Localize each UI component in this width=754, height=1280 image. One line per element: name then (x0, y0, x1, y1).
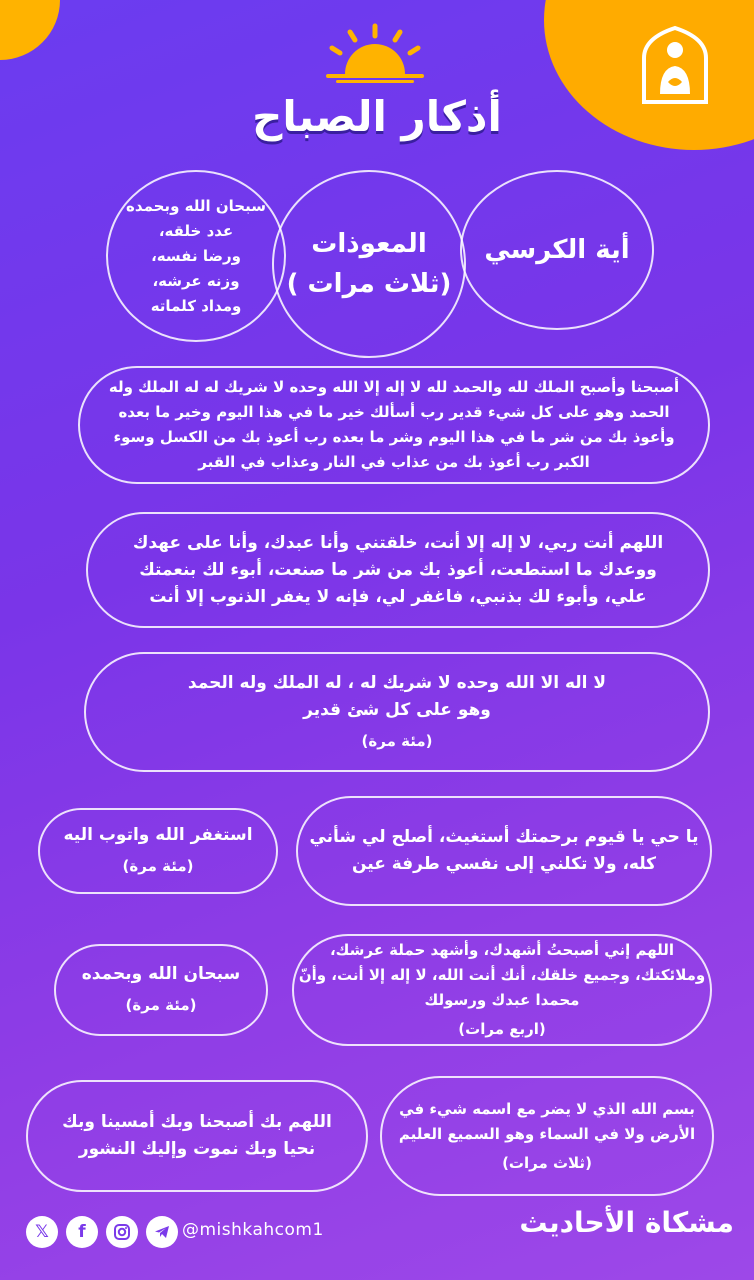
social-handle[interactable]: @mishkahcom1 (182, 1220, 324, 1240)
ushhiduk-line: محمدا عبدك ورسولك (424, 991, 580, 1009)
bika-line: نحيا وبك نموت وإليك النشور (78, 1139, 316, 1159)
ayat-kursi-text: أية الكرسي (484, 235, 630, 265)
card-asbahna (78, 366, 710, 484)
page-title: أذكار الصباح (252, 92, 502, 141)
card-istighfar (38, 808, 278, 894)
asbahna-line: أصبحنا وأصبح الملك لله والحمد لله لا إله إلا الله وحده لا شريك له له الملك وله (108, 378, 680, 396)
ushhiduk-count: (اربع مرات) (458, 1020, 546, 1038)
tahlil-line: وهو على كل شئ قدير (303, 699, 491, 720)
asbahna-line: الكبر رب أعوذ بك من عذاب في النار وعذاب في القبر (198, 453, 590, 471)
bismillah-line: الأرض ولا في السماء وهو السميع العليم (398, 1124, 696, 1143)
subhan-line: وزنه عرشه، (152, 271, 240, 290)
tahlil-count: (مئة مرة) (361, 731, 433, 750)
muawwidhat-count: (ثلاث مرات ) (286, 269, 452, 299)
x-icon[interactable]: 𝕏 (26, 1216, 58, 1248)
sayyid-line: ووعدك ما استطعت، أعوذ بك من شر ما صنعت، أبوء لك بنعمتك (139, 559, 657, 580)
subhan-line: سبحان الله وبحمده (126, 196, 266, 215)
bismillah-line: بسم الله الذي لا يضر مع اسمه شيء في (399, 1099, 695, 1118)
subhan-line: ورضا نفسه، (151, 246, 241, 265)
bika-line: اللهم بك أصبحنا وبك أمسينا وبك (62, 1112, 332, 1132)
telegram-icon[interactable] (146, 1216, 178, 1248)
card-ya-hayy (296, 796, 712, 906)
asbahna-line: الحمد وهو على كل شيء قدير رب أسألك خير ما في هذا اليوم وخير ما بعده (118, 403, 670, 421)
card-ushhiduk (292, 934, 712, 1046)
circle-subhan (106, 170, 286, 342)
brand-logo-text: مشكاة الأحاديث (519, 1206, 734, 1239)
facebook-icon[interactable]: f (66, 1216, 98, 1248)
card-bika (26, 1080, 368, 1192)
card-bismillah (380, 1076, 714, 1196)
circle-ayat-kursi (460, 170, 654, 330)
sun-icon (322, 22, 428, 86)
ya-hayy-line: يا حي يا قيوم برحمتك أستغيث، أصلح لي شأني (309, 827, 699, 847)
subhan-short-count: (مئة مرة) (125, 996, 197, 1014)
sayyid-line: علي، وأبوء لك بذنبي، فاغفر لي، فإنه لا يغفر الذنوب إلا أنت (149, 586, 647, 607)
ya-hayy-line: كله، ولا تكلني إلى نفسي طرفة عين (351, 854, 657, 874)
subhan-line: عدد خلقه، (158, 221, 234, 240)
card-subhan-short (54, 944, 268, 1036)
istighfar-count: (مئة مرة) (122, 857, 194, 875)
card-sayyid-istighfar (86, 512, 710, 628)
subhan-line: ومداد كلماته (150, 296, 242, 315)
subhan-short-text: سبحان الله وبحمده (81, 964, 241, 984)
sayyid-line: اللهم أنت ربي، لا إله إلا أنت، خلقتني وأنا عبدك، وأنا على عهدك (132, 532, 664, 553)
asbahna-line: وأعوذ بك من شر ما في هذا اليوم وشر ما بعده رب أعوذ بك من الكسل وسوء (113, 428, 675, 446)
ushhiduk-line: وملائكتك، وجميع خلقك، أنك أنت الله، لا إله إلا أنت، وأنّ (298, 966, 706, 984)
circle-muawwidhat (272, 170, 466, 358)
corner-decoration-left (0, 0, 60, 60)
tahlil-line: لا اله الا الله وحده لا شريك له ، له الملك وله الحمد (187, 672, 607, 693)
istighfar-text: استغفر الله واتوب اليه (63, 825, 253, 845)
ushhiduk-line: اللهم إني أصبحتُ أشهدك، وأشهد حملة عرشك، (329, 941, 675, 959)
bismillah-count: (ثلاث مرات) (502, 1153, 592, 1172)
card-tahlil (84, 652, 710, 772)
muawwidhat-title: المعوذات (311, 229, 427, 259)
instagram-icon[interactable] (106, 1216, 138, 1248)
